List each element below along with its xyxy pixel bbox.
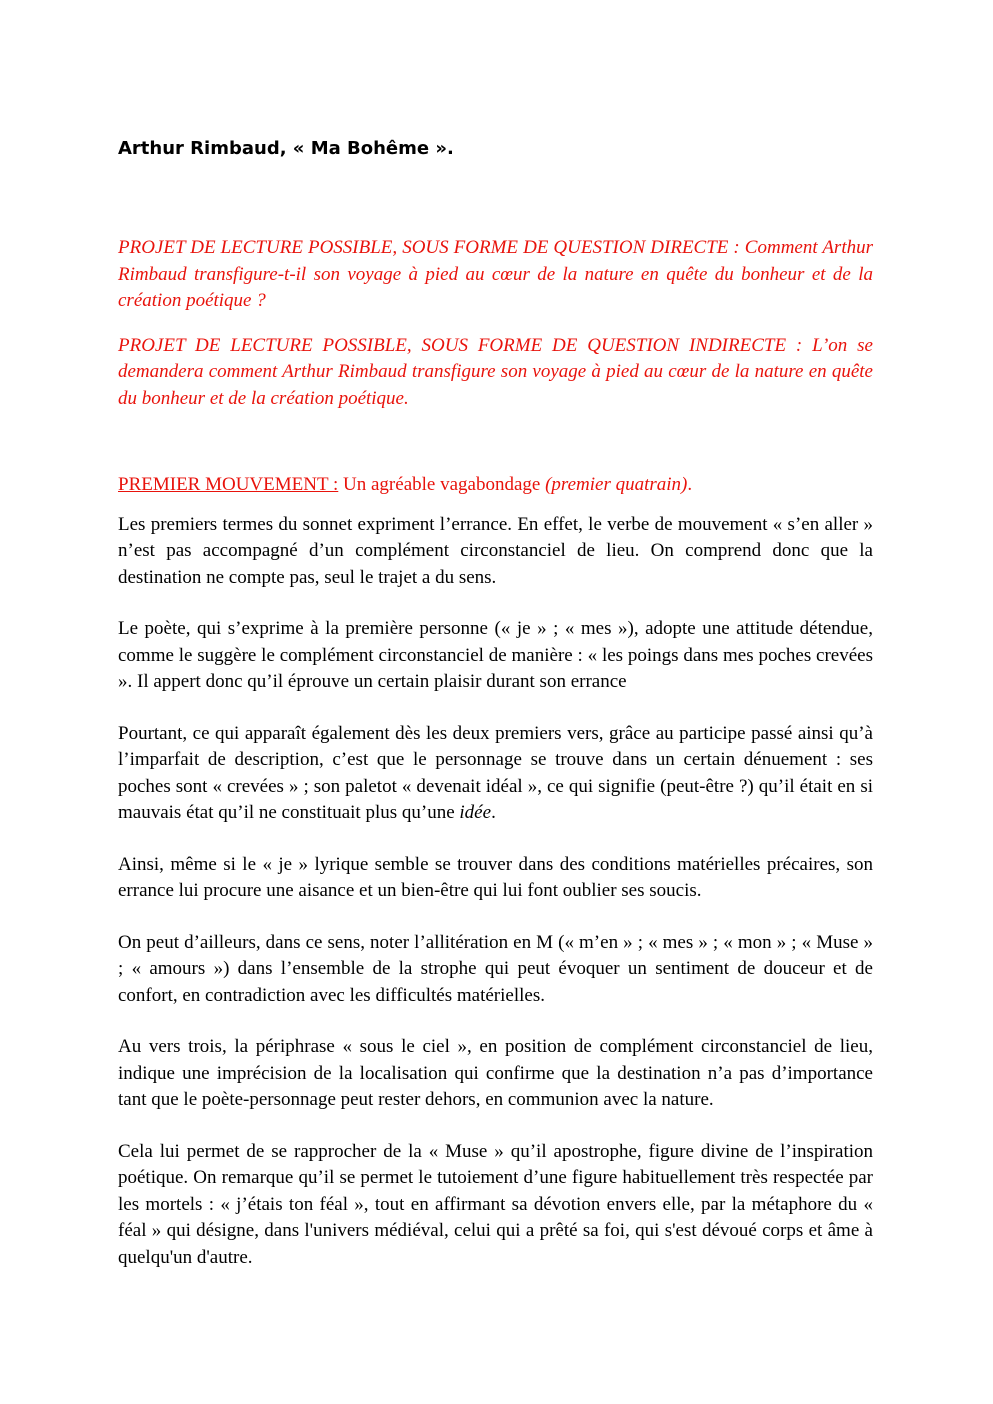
document-body: [118, 136, 873, 1296]
movement-heading: [118, 472, 873, 499]
paragraph-denuement-end: .: [491, 802, 496, 823]
paragraph-attitude: Le poète, qui s’exprime à la première personne (« je » ; « mes »), adopte une attitude détendue, comme le suggère le complément circonstanciel de manière : « les poings dans mes poches crevées ». Il appert donc qu’il éprouve un certain plaisir durant son errance: [118, 618, 873, 692]
reading-project-indirect: PROJET DE LECTURE POSSIBLE, SOUS FORME DE QUESTION INDIRECTE : L’on se demandera comment Arthur Rimbaud transfigure son voyage à pied au cœur de la nature en quête du bonheur et de la création poétique.: [118, 334, 873, 409]
movement-label: PREMIER MOUVEMENT :: [118, 474, 339, 495]
reading-project-direct: PROJET DE LECTURE POSSIBLE, SOUS FORME DE QUESTION DIRECTE : Comment Arthur Rimbaud transfigure-t-il son voyage à pied au cœur de la nature en quête du bonheur et de la création poétique ?: [118, 237, 873, 311]
paragraph-errance: Les premiers termes du sonnet expriment l’errance. En effet, le verbe de mouvement « s’en aller » n’est pas accompagné d’un complément circonstanciel de lieu. On comprend donc que la destination ne compte pas, seul le trajet a du sens.: [118, 513, 873, 588]
movement-end: .: [687, 474, 693, 495]
paragraph-denuement-italic: idée: [459, 802, 492, 823]
movement-subtitle: (premier quatrain): [545, 474, 688, 495]
paragraph-denuement-text: Pourtant, ce qui apparaît également dès les deux premiers vers, grâce au participe passé ainsi qu’à l’imparfait de description, c’est que le personnage se trouve dans un certain dénuement : ses poches sont « crevées » ; son paletot « devenait idéal », ce qui signifie (peut-être ?) qu’il était en si mauvais état qu’il ne constituait plus qu’une: [118, 722, 873, 823]
paragraph-aisance: Ainsi, même si le « je » lyrique semble se trouver dans des conditions matérielles précaires, son errance lui procure une aisance et un bien-être qui lui font oublier ses soucis.: [118, 853, 873, 901]
paragraph-periphrase: Au vers trois, la périphrase « sous le ciel », en position de complément circonstanciel de lieu, indique une imprécision de la localisation qui confirme que la destination n’a pas d’importance tant que le poète-personnage peut rester dehors, en communion avec la nature.: [118, 1036, 873, 1110]
paragraph-alliteration: On peut d’ailleurs, dans ce sens, noter l’allitération en M (« m’en » ; « mes » ; « mon » ; « Muse » ; « amours ») dans l’ensemble de la strophe qui peut évoquer un sentiment de douceur et de confort, en contradiction avec les difficultés matérielles.: [118, 931, 873, 1006]
document-title: Arthur Rimbaud, « Ma Bohême ».: [118, 138, 454, 159]
paragraph-muse: Cela lui permet de se rapprocher de la « Muse » qu’il apostrophe, figure divine de l’inspiration poétique. On remarque qu’il se permet le tutoiement d’une figure habituellement très respectée par les mortels : « j’étais ton féal », tout en affirmant sa dévotion envers elle, par la métaphore du « féal » qui désigne, dans l'univers médiéval, celui qui a prêté sa foi, qui s'est dévoué corps et âme à quelqu'un d'autre.: [118, 1140, 873, 1268]
paragraph-denuement: [118, 721, 873, 827]
movement-title: Un agréable vagabondage: [338, 474, 546, 495]
